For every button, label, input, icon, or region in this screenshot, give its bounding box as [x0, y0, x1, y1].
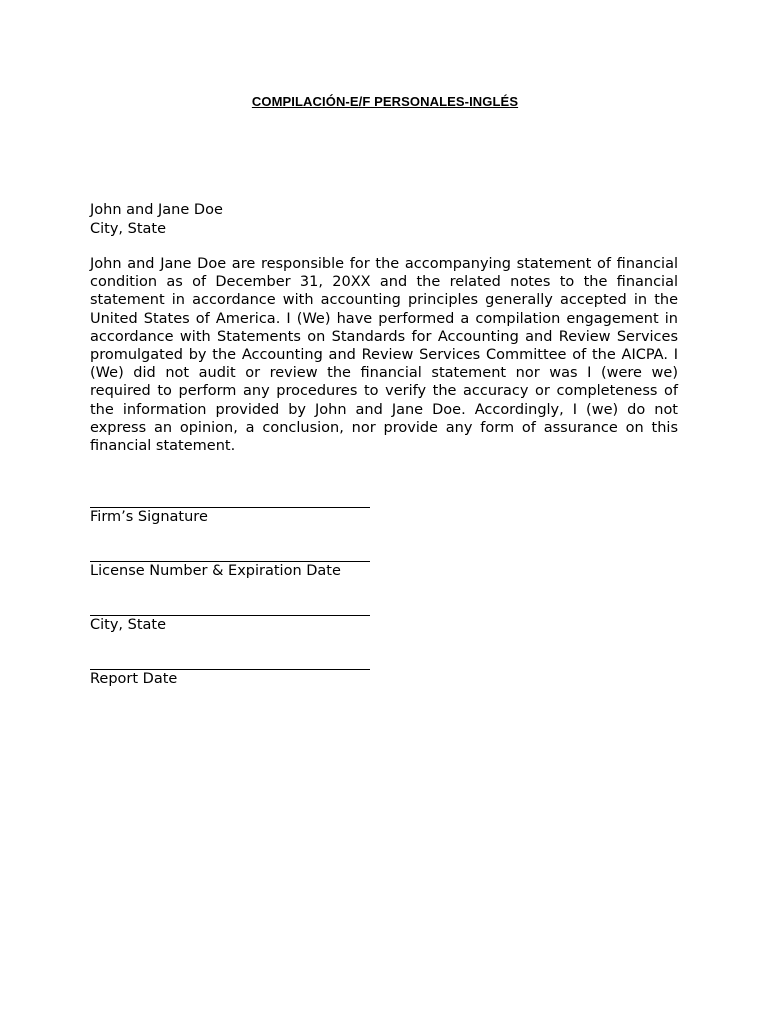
signature-block-report-date	[90, 669, 370, 688]
signature-label: Firm’s Signature	[90, 509, 208, 525]
signature-block-firm	[90, 507, 370, 526]
signature-block-license	[90, 561, 370, 580]
addressee-location: City, State	[90, 220, 167, 237]
document-title: COMPILACIÓN-E/F PERSONALES-INGLÉS	[251, 94, 519, 109]
signature-block-city-state	[90, 615, 370, 634]
signature-label: Report Date	[90, 671, 178, 687]
signature-label: City, State	[90, 617, 167, 633]
addressee-block	[90, 201, 223, 238]
signature-label: License Number & Expiration Date	[90, 563, 341, 579]
addressee-name: John and Jane Doe	[90, 202, 223, 218]
compilation-report-paragraph: John and Jane Doe are responsible for the accompanying statement of financial condition as of December 31, 20XX and the related notes to the financial statement in accordance with accounting principles generally accepted in the United States of America. I (We) have performed a compilation engagement in accordance with Statements on Standards for Accounting and Review Services promulgated by the Accounting and Review Services Committee of the AICPA. I (We) did not audit or review the financial statement nor was I (were we) required to perform any procedures to verify the accuracy or completeness of the information provided by John and Jane Doe. Accordingly, I (we) do not express an opinion, a conclusion, nor provide any form of assurance on this financial statement.	[90, 256, 678, 455]
